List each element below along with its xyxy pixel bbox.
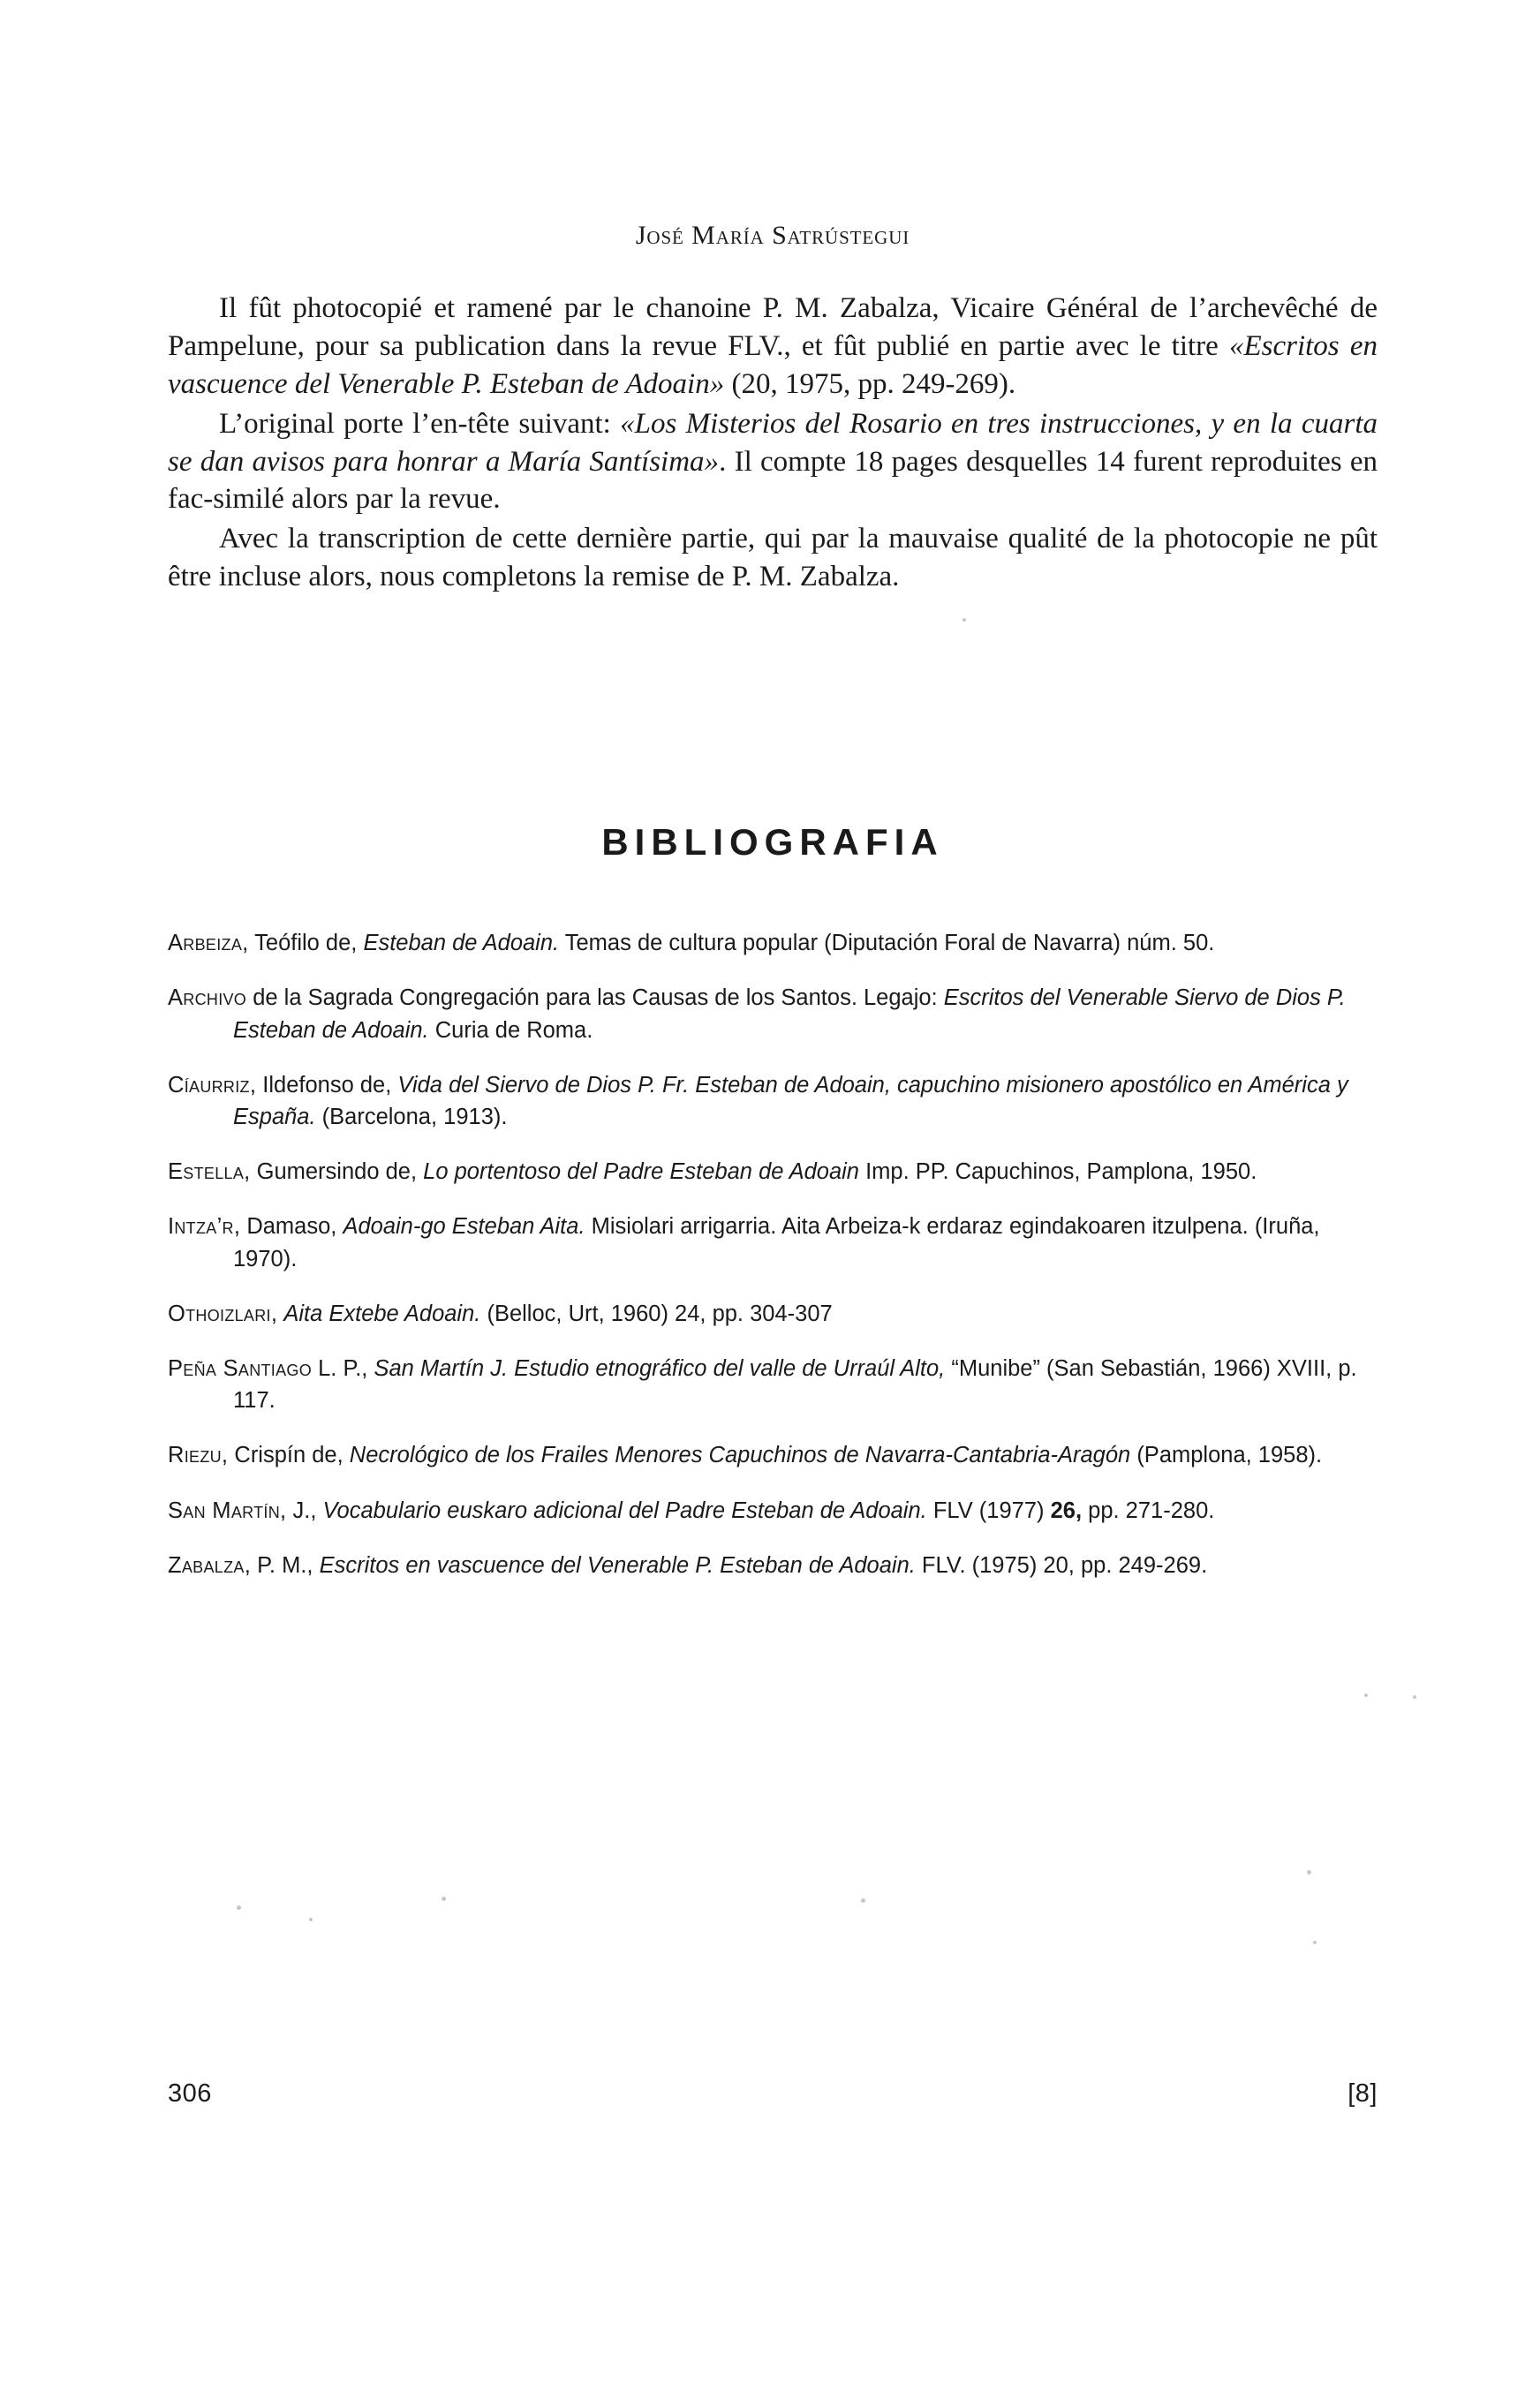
text-run: . Il compte 18 pages desquelles 14 furent reproduites en fac-similé alors par la revue. [168,445,1378,516]
text-run: Necrológico de los Frailes Menores Capuchinos de Navarra-Cantabria-Aragón [349,1443,1131,1468]
text-run: (Barcelona, 1913). [315,1104,508,1129]
text-run: Temas de cultura popular (Diputación Foral de Navarra) núm. 50. [559,931,1215,956]
bibliography-list [168,927,1378,1581]
text-run: Gumersindo de, [250,1159,424,1185]
scan-speck [1313,1941,1317,1944]
text-run: Escritos en vascuence del Venerable P. Esteban de Adoain. [319,1552,916,1578]
text-run: Intza’r, [168,1214,241,1240]
bibliography-entry [168,1353,1378,1416]
footer-page-number: 306 [168,2079,212,2108]
scan-speck [861,1898,865,1903]
bibliography-entry [168,1439,1378,1471]
scan-speck [962,618,966,622]
running-head: José María Satrústegui [635,221,910,250]
text-run: Riezu, [168,1443,229,1468]
text-run: Peña Santiago [168,1355,313,1381]
body-paragraph [168,520,1378,596]
text-run: (Pamplona, 1958). [1130,1443,1323,1468]
text-run: Escritos del Venerable Siervo de Dios P. Esteban de Adoain. [233,985,1346,1043]
text-run: Avec la transcription de cette dernière partie, qui par la mauvaise qualité de la photocopie ne pût être incluse alors, nous completons la remise de P. M. Zabalza. [168,523,1378,593]
text-run: Esteban de Adoain. [363,931,560,956]
text-run: Arbeiza, [168,931,249,956]
scan-speck [1307,1870,1311,1875]
text-run: J., [286,1498,323,1523]
bibliography-entry [168,927,1378,959]
text-run: de la Sagrada Congregación para las Causas de los Santos. Legajo: [246,985,944,1011]
text-run: Aita Extebe Adoain. [283,1301,481,1326]
text-run: Lo portentoso del Padre Esteban de Adoain [423,1159,859,1185]
text-run: Othoizlari, [168,1301,278,1326]
text-run: Imp. PP. Capuchinos, Pamplona, 1950. [858,1159,1257,1185]
text-run: Estella, [168,1159,251,1185]
text-run: San Martín J. Estudio etnográfico del valle de Urraúl Alto, [374,1355,946,1381]
bibliography-entries [168,927,1378,1581]
text-run: FLV (1977) [926,1498,1051,1523]
text-run: Damaso, [240,1214,343,1240]
bibliography-entry [168,1495,1378,1527]
text-run: Il fût photocopié et ramené par le chanoine P. M. Zabalza, Vicaire Général de l’archevêché de Pampelune, pour sa publication dans la revue FLV., et fût publié en partie avec le titre [168,292,1378,362]
page-content [168,221,1378,1604]
scan-speck [442,1897,446,1901]
text-run: Adoain-go Esteban Aita. [343,1214,585,1240]
text-run: Archivo [168,985,247,1011]
text-run: Vocabulario euskaro adicional del Padre Esteban de Adoain. [322,1498,927,1523]
paragraph-list [168,290,1378,596]
bibliography-heading: BIBLIOGRAFIA [601,821,944,864]
text-run: Misiolari arrigarria. Aita Arbeiza-k erdaraz egindakoaren itzulpena. (Iruña, 1970). [233,1214,1320,1271]
scan-speck [1364,1694,1368,1697]
text-run: L’original porte l’en-tête suivant: [219,407,621,440]
bibliography-entry [168,982,1378,1045]
body-paragraph [168,290,1378,404]
text-run: Teófilo de, [248,931,364,956]
text-run: (20, 1975, pp. 249-269). [724,367,1016,400]
footer-folio-marker: [8] [1348,2079,1378,2108]
text-run: Cíaurriz, [168,1072,257,1098]
text-run: Zabalza, [168,1552,252,1578]
text-run: (Belloc, Urt, 1960) 24, pp. 304-307 [480,1301,833,1326]
text-run: L. P., [312,1355,374,1381]
body-paragraph [168,405,1378,519]
bibliography-entry [168,1550,1378,1581]
text-run: «Escritos en vascuence del Venerable P. Esteban de Adoain» [168,329,1378,400]
page-footer [168,2079,1378,2109]
scan-speck [309,1918,313,1921]
text-run: “Munibe” (San Sebastián, 1966) XVIII, p. 117. [233,1355,1357,1414]
text-run: Vida del Siervo de Dios P. Fr. Esteban de Adoain, capuchino misionero apostólico en América y España. [233,1072,1348,1129]
scan-speck [237,1905,241,1910]
text-run: Curia de Roma. [428,1017,593,1043]
text-run: P. M., [251,1552,320,1578]
bibliography-entry [168,1298,1378,1330]
text-run: 26, [1050,1498,1083,1523]
bibliography-entry [168,1211,1378,1274]
scan-speck [1413,1695,1416,1699]
bibliography-entry [168,1069,1378,1133]
text-run: Ildefonso de, [256,1072,398,1098]
text-run: San Martín, [168,1498,287,1523]
text-run: «Los Misterios del Rosario en tres instrucciones, y en la cuarta se dan avisos para honrar a María Santísima» [168,407,1378,478]
body-text [168,290,1378,596]
text-run: pp. 271-280. [1082,1498,1215,1523]
text-run: FLV. (1975) 20, pp. 249-269. [915,1552,1208,1578]
bibliography-entry [168,1156,1378,1188]
text-run: Crispín de, [228,1443,350,1468]
